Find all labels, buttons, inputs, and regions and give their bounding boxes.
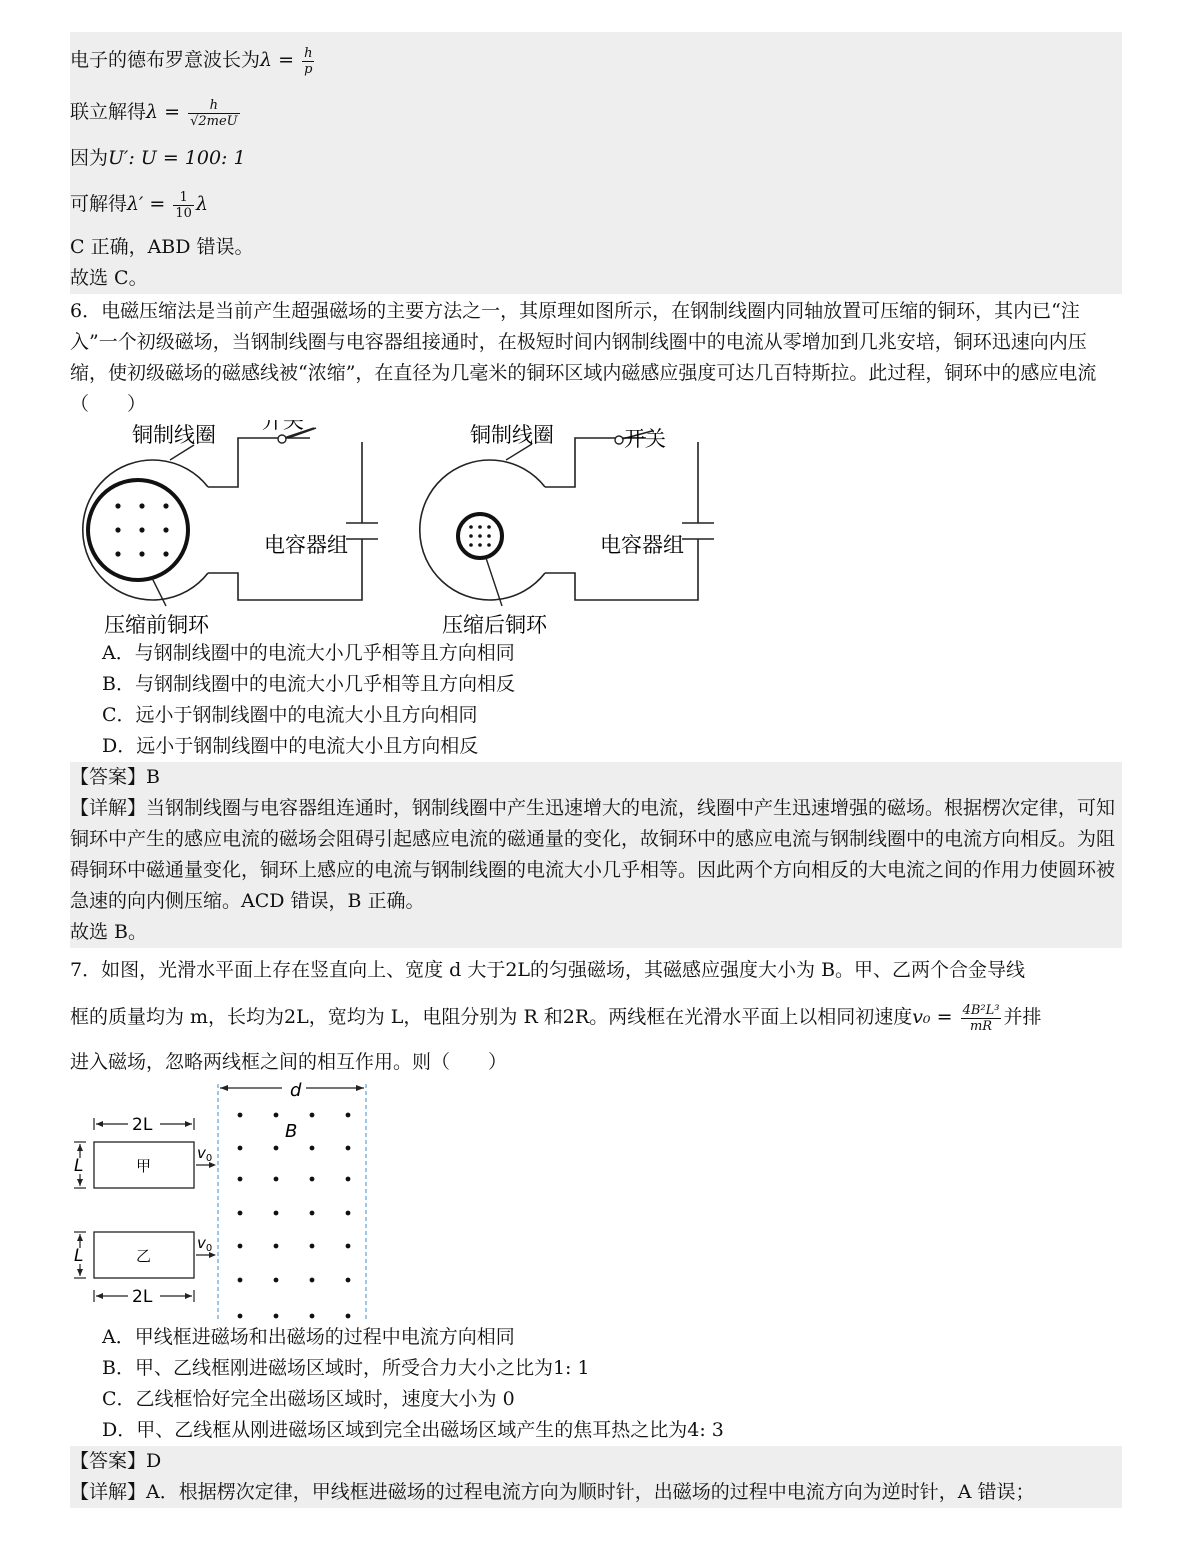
sol5-line-2-math: λ = bbox=[146, 101, 181, 123]
left-coil-pointer bbox=[170, 445, 194, 460]
q7-stem-line-2 bbox=[70, 992, 1122, 1042]
right-switch-pivot bbox=[615, 436, 623, 444]
yi-wid-arrowhead-bottom bbox=[77, 1269, 83, 1276]
q7-stem-line-2-tail: 并排 bbox=[1003, 1006, 1042, 1028]
jia-len-arrowhead-left bbox=[96, 1121, 103, 1127]
sol5-line-1-math: λ = bbox=[260, 49, 295, 71]
jia-wid-arrowhead-top bbox=[77, 1144, 83, 1151]
v-symbol: v bbox=[197, 1234, 206, 1252]
q6-option-c: C．远小于钢制线圈中的电流大小且方向相同 bbox=[102, 704, 478, 726]
sol5-line-4-text: 可解得 bbox=[70, 193, 128, 215]
sol5-line-1-text: 电子的德布罗意波长为 bbox=[70, 49, 261, 71]
frac-numerator: 1 bbox=[173, 190, 194, 206]
right-field-dots bbox=[469, 525, 491, 547]
question-6-figure bbox=[70, 420, 1122, 638]
left-before-label: 压缩前铜环 bbox=[104, 613, 209, 637]
question-7-figure bbox=[70, 1082, 1122, 1322]
frac-numerator: h bbox=[304, 45, 313, 61]
left-switch-gap bbox=[310, 434, 366, 442]
d-label: d bbox=[290, 1082, 302, 1101]
left-coil-label: 铜制线圈 bbox=[132, 423, 216, 447]
jia-len-arrowhead-right bbox=[185, 1121, 192, 1127]
sol5-line-4 bbox=[70, 178, 1122, 230]
right-after-label: 压缩后铜环 bbox=[442, 613, 547, 637]
sol5-line-5: C 正确，ABD 错误。 bbox=[70, 236, 254, 258]
sol5-line-3-math: U′: U = 100: 1 bbox=[108, 147, 246, 169]
v-subscript: 0 bbox=[205, 1153, 213, 1164]
q7-stem-line-1: 7．如图，光滑水平面上存在竖直向上、宽度 d 大于2L的匀强磁场，其磁感应强度大小为 B。甲、乙两个合金导线 bbox=[70, 959, 1026, 981]
sol5-line-3-text: 因为 bbox=[70, 147, 109, 169]
yi-len-arrowhead-right bbox=[185, 1293, 192, 1299]
sol5-frac-1 bbox=[302, 46, 314, 77]
frac-denominator: mR bbox=[969, 1018, 993, 1034]
question-7-solution-block bbox=[70, 1446, 1122, 1508]
jia-len-label: 2L bbox=[132, 1115, 153, 1135]
question-7-stem bbox=[70, 948, 1122, 1082]
right-coil-outline bbox=[420, 460, 545, 600]
sol5-line-6: 故选 C。 bbox=[70, 267, 148, 289]
left-wire-top bbox=[208, 438, 362, 523]
sol5-line-3 bbox=[70, 138, 1122, 178]
d-arrowhead-right bbox=[356, 1085, 364, 1091]
frac-numerator: h bbox=[188, 98, 240, 114]
q7-stem-line-2-text: 框的质量均为 m，长均为2L，宽均为 L，电阻分别为 R 和2R。两线框在光滑水平面上以相同初速度 bbox=[70, 1006, 913, 1028]
right-wire-top bbox=[545, 438, 698, 523]
q7-stem-frac bbox=[961, 1003, 1002, 1034]
question-7-options bbox=[70, 1322, 1122, 1446]
question-6-options bbox=[70, 638, 1122, 762]
magnetic-field-diagram bbox=[70, 1082, 390, 1322]
frac-denominator: √2meU bbox=[190, 113, 238, 129]
q7-stem-line-3: 进入磁场，忽略两线框之间的相互作用。则（ ） bbox=[70, 1051, 508, 1073]
right-ring-pointer bbox=[486, 558, 502, 606]
document-page bbox=[70, 32, 1122, 1508]
sol5-frac-2 bbox=[188, 98, 240, 129]
left-capacitor-label: 电容器组 bbox=[264, 533, 348, 557]
right-coil-label: 铜制线圈 bbox=[470, 423, 554, 447]
field-dots bbox=[238, 1113, 351, 1319]
B-label: B bbox=[285, 1121, 298, 1142]
q7-option-d: D．甲、乙线框从刚进磁场区域到完全出磁场区域产生的焦耳热之比为4: 3 bbox=[102, 1419, 724, 1441]
yi-wid-arrowhead-top bbox=[77, 1234, 83, 1241]
sol5-line-4-tail: λ bbox=[195, 193, 208, 215]
left-ring-pointer bbox=[152, 578, 166, 606]
q6-detail: 【详解】当钢制线圈与电容器组连通时，钢制线圈中产生迅速增大的电流，线圈中产生迅速增强的磁场。根据楞次定律，可知铜环中产生的感应电流的磁场会阻碍引起感应电流的磁通量的变化，故铜环中的感应电流与钢制线圈中的电流方向相反。为阻碍铜环中磁通量变化，铜环上感应的电流与钢制线圈的电流大小几乎相等。因此两个方向相反的大电流之间的作用力使圆环被急速的向内侧压缩。ACD 错误，B 正确。 bbox=[70, 797, 1116, 912]
frame-jia-label: 甲 bbox=[136, 1157, 152, 1175]
q6-option-b: B．与钢制线圈中的电流大小几乎相等且方向相反 bbox=[102, 673, 515, 695]
left-switch-label: 开关 bbox=[262, 420, 304, 433]
q6-choose: 故选 B。 bbox=[70, 921, 148, 943]
d-arrowhead-left bbox=[220, 1085, 228, 1091]
q7-option-a: A．甲线框进磁场和出磁场的过程中电流方向相同 bbox=[102, 1326, 515, 1348]
v-symbol: v bbox=[197, 1144, 206, 1162]
jia-wid-arrowhead-bottom bbox=[77, 1179, 83, 1186]
coil-diagram bbox=[70, 420, 770, 638]
q6-option-a: A．与钢制线圈中的电流大小几乎相等且方向相同 bbox=[102, 642, 515, 664]
solution-5-block bbox=[70, 32, 1122, 294]
frame-yi-label: 乙 bbox=[136, 1247, 152, 1265]
right-switch-label: 开关 bbox=[624, 427, 666, 451]
q6-option-d: D．远小于钢制线圈中的电流大小且方向相反 bbox=[102, 735, 479, 757]
q7-option-c: C．乙线框恰好完全出磁场区域时，速度大小为 0 bbox=[102, 1388, 515, 1410]
q6-answer: 【答案】B bbox=[70, 766, 160, 788]
frac-denominator: p bbox=[304, 61, 313, 77]
sol5-line-4-math: λ′ = bbox=[127, 193, 166, 215]
jia-wid-label: L bbox=[74, 1156, 84, 1176]
question-6-solution-block bbox=[70, 762, 1122, 948]
sol5-line-2-text: 联立解得 bbox=[70, 101, 147, 123]
v-subscript: 0 bbox=[205, 1243, 213, 1254]
right-capacitor-label: 电容器组 bbox=[600, 533, 684, 557]
q7-detail: 【详解】A．根据楞次定律，甲线框进磁场的过程电流方向为顺时针，出磁场的过程中电流方向为逆时针，A 错误； bbox=[70, 1481, 1035, 1503]
q7-stem-v0-math: v₀ = bbox=[912, 1006, 953, 1028]
yi-wid-label: L bbox=[74, 1246, 84, 1266]
q7-answer: 【答案】D bbox=[70, 1450, 162, 1472]
sol5-line-2 bbox=[70, 86, 1122, 138]
yi-len-arrowhead-left bbox=[96, 1293, 103, 1299]
jia-v0-label bbox=[197, 1144, 212, 1164]
sol5-line-1 bbox=[70, 38, 1122, 82]
sol5-frac-4 bbox=[173, 190, 194, 221]
yi-len-label: 2L bbox=[132, 1287, 153, 1307]
left-copper-ring bbox=[88, 480, 188, 580]
left-field-dots bbox=[115, 503, 168, 556]
frac-denominator: 10 bbox=[175, 205, 192, 221]
frac-numerator: 4B²L³ bbox=[962, 1002, 1000, 1018]
question-6-stem: 6．电磁压缩法是当前产生超强磁场的主要方法之一，其原理如图所示，在钢制线圈内同轴放置可压缩的铜环，其内已“注入”一个初级磁场，当钢制线圈与电容器组接通时，在极短时间内钢制线圈中的电流从零增加到几兆安培，铜环迅速向内压缩，使初级磁场的磁感线被“浓缩”，在直径为几毫米的铜环区域内磁感应强度可达几百特斯拉。此过程，铜环中的感应电流（ ） bbox=[70, 300, 1097, 415]
left-switch-pivot bbox=[278, 435, 286, 443]
yi-v0-label bbox=[197, 1234, 212, 1254]
q7-option-b: B．甲、乙线框刚进磁场区域时，所受合力大小之比为1: 1 bbox=[102, 1357, 590, 1379]
